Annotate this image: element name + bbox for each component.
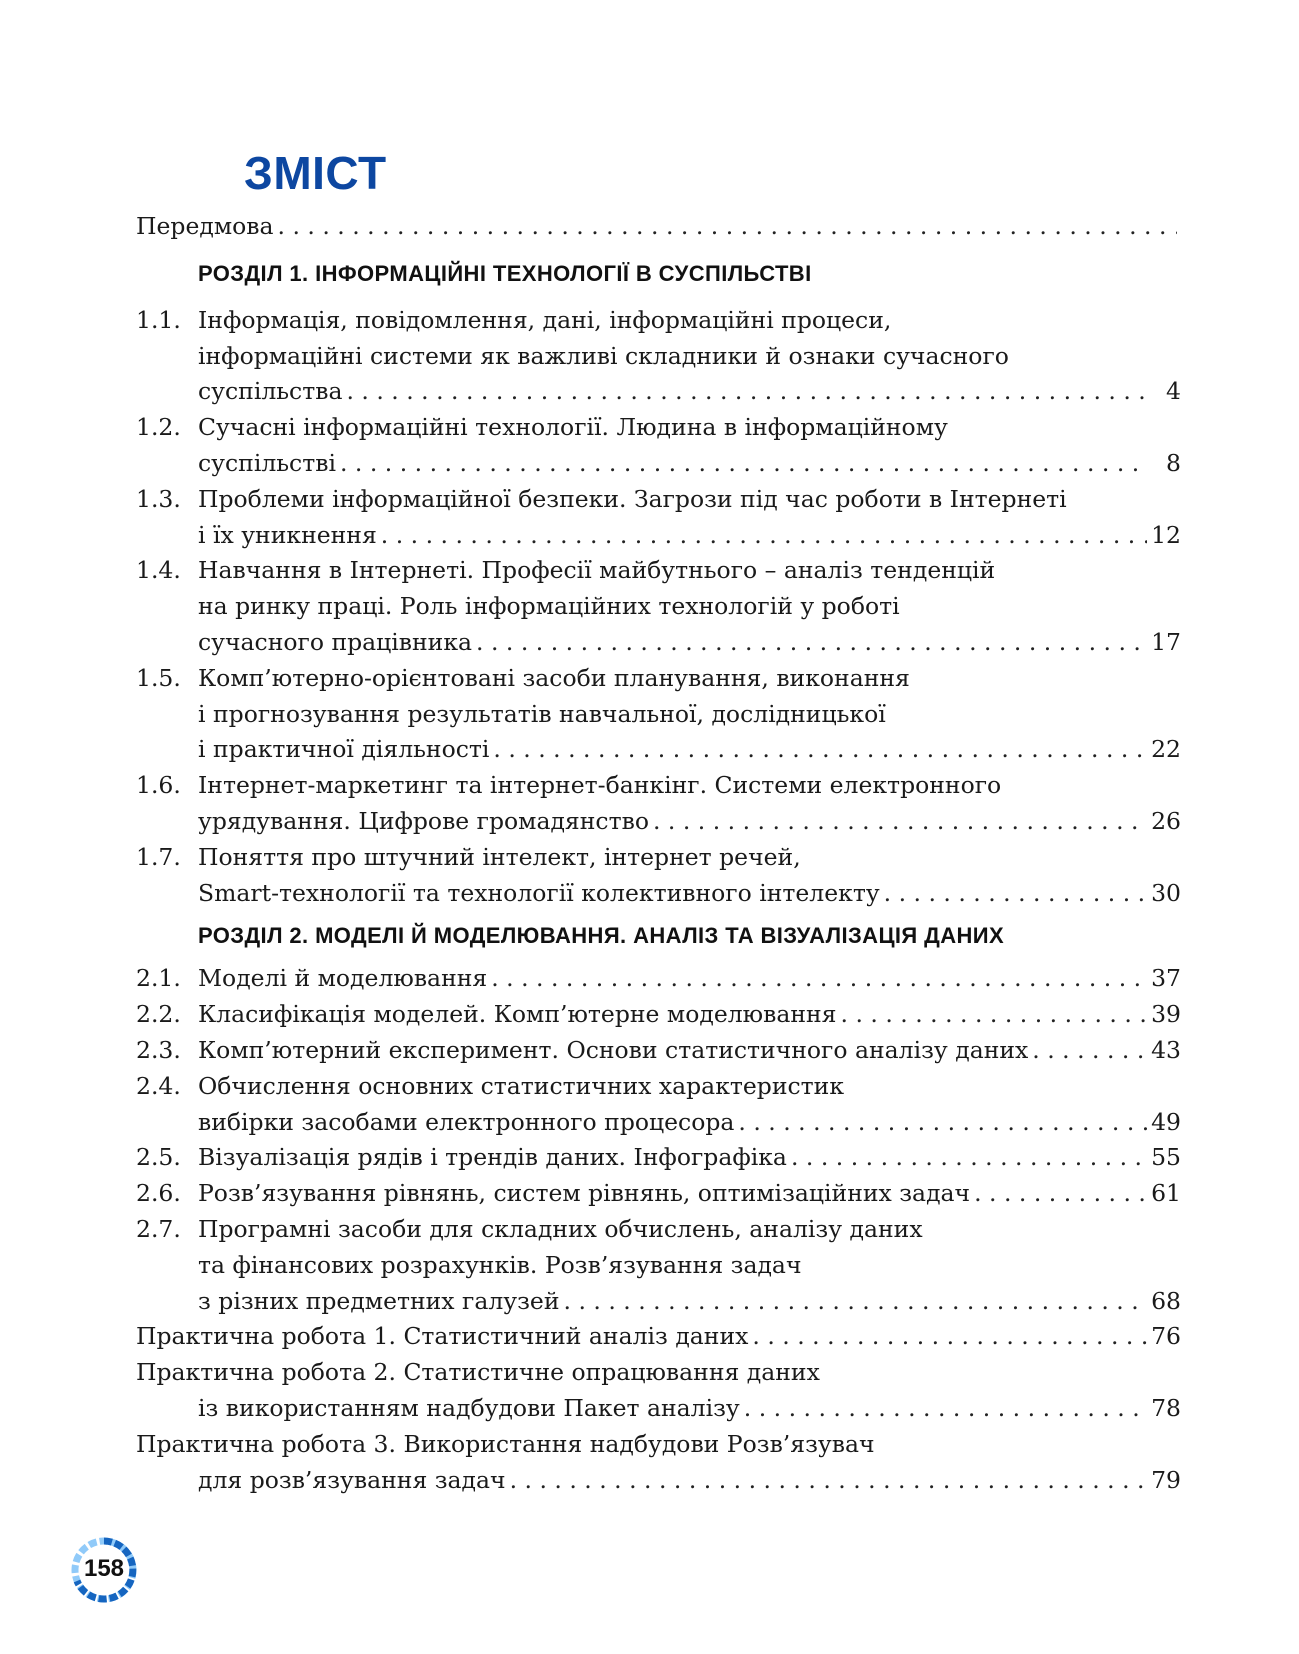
page-ref: 8	[1166, 448, 1181, 477]
toc-entry-1-7[interactable]	[136, 840, 1181, 876]
section-2-heading: РОЗДІЛ 2. МОДЕЛІ Й МОДЕЛЮВАННЯ. АНАЛІЗ ТА ВІЗУАЛІЗАЦІЯ ДАНИХ	[198, 923, 1005, 949]
dot-leader	[340, 446, 1149, 482]
toc-entry-text: Практична робота 1. Статистичний аналіз даних	[136, 1322, 749, 1351]
dot-leader	[564, 1284, 1148, 1320]
toc-entry-1-2-last[interactable]	[136, 446, 1181, 482]
page-ref: 4	[1166, 377, 1181, 406]
toc-entry-text: Моделі й моделювання	[198, 964, 488, 993]
toc-entry-2-1[interactable]	[136, 961, 1181, 997]
toc-entry-1-2[interactable]	[136, 410, 1181, 446]
toc-entry-text: Програмні засоби для складних обчислень, аналізу даних	[198, 1214, 923, 1243]
page-ref: 17	[1151, 627, 1181, 656]
toc-entry-2-2[interactable]	[136, 997, 1181, 1033]
toc-entry-2-5[interactable]	[136, 1140, 1181, 1176]
toc-entry-number: 1.7.	[136, 842, 181, 871]
page-ref: 30	[1151, 878, 1181, 907]
toc-entry-text: з різних предметних галузей	[198, 1286, 560, 1315]
toc-entry-1-6[interactable]	[136, 768, 1181, 804]
page-number: 158	[83, 1555, 125, 1582]
toc-entry-text: Обчислення основних статистичних характеристик	[198, 1071, 845, 1100]
page-ref: 61	[1151, 1179, 1181, 1208]
toc-entry-text: вибірки засобами електронного процесора	[198, 1107, 735, 1136]
toc-entry-2-6[interactable]	[136, 1176, 1181, 1212]
toc-entry-text: урядування. Цифрове громадянство	[198, 806, 649, 835]
toc-entry-text: із використанням надбудови Пакет аналізу	[198, 1393, 740, 1422]
toc-entry-text: Проблеми інформаційної безпеки. Загрози під час роботи в Інтернеті	[198, 484, 1067, 513]
page-ref: 55	[1151, 1143, 1181, 1172]
toc-entry-text: на ринку праці. Роль інформаційних технологій у роботі	[198, 592, 900, 621]
toc-entry-2-7-last[interactable]	[136, 1284, 1181, 1320]
page-title: ЗМІСТ	[244, 147, 387, 199]
dot-leader	[791, 1140, 1147, 1176]
page-ref: 76	[1151, 1322, 1181, 1351]
toc-entry-text: Поняття про штучний інтелект, інтернет речей,	[198, 842, 801, 871]
page-ref: 37	[1151, 964, 1181, 993]
toc-entry-text: Smart-технології та технології колективного інтелекту	[198, 878, 880, 907]
dot-leader	[744, 1391, 1147, 1427]
toc-entry-practical-3[interactable]	[136, 1427, 1181, 1463]
toc-entry-1-7-last[interactable]	[136, 876, 1181, 912]
toc-entry-2-3[interactable]	[136, 1033, 1181, 1069]
toc-entry-text: сучасного працівника	[198, 627, 473, 656]
toc-entry-1-1[interactable]	[136, 303, 1181, 339]
toc-entry-text: Класифікація моделей. Комп’ютерне моделювання	[198, 1000, 837, 1029]
page-ref: 68	[1151, 1286, 1181, 1315]
toc-entry-text: Навчання в Інтернеті. Професії майбутнього – аналіз тенденцій	[198, 556, 996, 585]
toc-entry-number: 2.2.	[136, 1000, 181, 1029]
page-ref: 79	[1151, 1465, 1181, 1494]
toc-entry-number: 1.6.	[136, 771, 181, 800]
toc-entry-text: Комп’ютерно-орієнтовані засоби планування, виконання	[198, 663, 910, 692]
table-of-contents	[136, 209, 1181, 1498]
dot-leader	[491, 961, 1147, 997]
toc-entry-preface[interactable]	[136, 209, 1181, 245]
toc-entry-number: 2.4.	[136, 1071, 181, 1100]
toc-entry-text: Практична робота 2. Статистичне опрацювання даних	[136, 1358, 820, 1387]
dot-leader	[493, 732, 1147, 768]
toc-entry-1-1-last[interactable]	[136, 374, 1181, 410]
toc-entry-text: Візуалізація рядів і трендів даних. Інфографіка	[198, 1143, 787, 1172]
toc-entry-1-4[interactable]	[136, 553, 1181, 589]
toc-entry-number: 1.3.	[136, 484, 181, 513]
toc-entry-text: Сучасні інформаційні технології. Людина в інформаційному	[198, 413, 948, 442]
page-ref: 43	[1151, 1035, 1181, 1064]
toc-entry-text: і їх уникнення	[198, 520, 377, 549]
dot-leader	[841, 997, 1148, 1033]
section-1-heading: РОЗДІЛ 1. ІНФОРМАЦІЙНІ ТЕХНОЛОГІЇ В СУСПІЛЬСТВІ	[198, 260, 812, 286]
toc-entry-text: Інтернет-маркетинг та інтернет-банкінг. Системи електронного	[198, 771, 1002, 800]
toc-entry-text: Інформація, повідомлення, дані, інформаційні процеси,	[198, 305, 892, 334]
page-ref: 22	[1151, 735, 1181, 764]
toc-entry-text: Передмова	[136, 212, 274, 240]
toc-entry-number: 1.4.	[136, 556, 181, 585]
dot-leader	[381, 518, 1147, 554]
toc-entry-1-5[interactable]	[136, 661, 1181, 697]
toc-entry-2-7-cont[interactable]	[136, 1248, 1181, 1284]
toc-entry-text: Практична робота 3. Використання надбудови Розв’язувач	[136, 1429, 875, 1458]
toc-entry-text: та фінансових розрахунків. Розв’язування задач	[198, 1250, 802, 1279]
dot-leader	[476, 625, 1147, 661]
toc-entry-practical-2[interactable]	[136, 1355, 1181, 1391]
toc-entry-practical-3-last[interactable]	[136, 1463, 1181, 1499]
toc-entry-practical-2-last[interactable]	[136, 1391, 1181, 1427]
toc-entry-number: 2.7.	[136, 1214, 181, 1243]
toc-entry-text: для розв’язування задач	[198, 1465, 506, 1494]
toc-entry-text: Комп’ютерний експеримент. Основи статистичного аналізу даних	[198, 1035, 1029, 1064]
toc-entry-text: суспільства	[198, 377, 343, 406]
toc-entry-number: 1.1.	[136, 305, 181, 334]
toc-entry-number: 2.1.	[136, 964, 181, 993]
toc-entry-number: 2.6.	[136, 1179, 181, 1208]
dot-leader	[278, 209, 1178, 245]
toc-entry-1-3-last[interactable]	[136, 518, 1181, 554]
page-ref: 78	[1151, 1393, 1181, 1422]
toc-entry-1-3[interactable]	[136, 482, 1181, 518]
dot-leader	[510, 1463, 1148, 1499]
toc-entry-text: і прогнозування результатів навчальної, дослідницької	[198, 699, 886, 728]
toc-entry-text: суспільстві	[198, 448, 336, 477]
dot-leader	[974, 1176, 1147, 1212]
toc-entry-number: 1.2.	[136, 413, 181, 442]
toc-entry-1-5-cont[interactable]	[136, 697, 1181, 733]
toc-entry-number: 2.5.	[136, 1143, 181, 1172]
toc-entry-1-6-last[interactable]	[136, 804, 1181, 840]
toc-entry-1-4-last[interactable]	[136, 625, 1181, 661]
toc-entry-practical-1[interactable]	[136, 1319, 1181, 1355]
dot-leader	[738, 1105, 1147, 1141]
toc-entry-1-1-cont[interactable]	[136, 339, 1181, 375]
toc-entry-2-4[interactable]	[136, 1069, 1181, 1105]
dot-leader	[752, 1319, 1147, 1355]
dot-leader	[1032, 1033, 1147, 1069]
toc-entry-1-4-cont[interactable]	[136, 589, 1181, 625]
toc-entry-text: і практичної діяльності	[198, 735, 490, 764]
page-ref: 39	[1151, 1000, 1181, 1029]
toc-entry-text: інформаційні системи як важливі складники й ознаки сучасного	[198, 341, 1009, 370]
dot-leader	[653, 804, 1147, 840]
page-ref: 49	[1151, 1107, 1181, 1136]
dot-leader	[884, 876, 1147, 912]
toc-entry-number: 1.5.	[136, 663, 181, 692]
toc-entry-1-5-last[interactable]	[136, 732, 1181, 768]
toc-entry-text: Розв’язування рівнянь, систем рівнянь, оптимізаційних задач	[198, 1179, 971, 1208]
toc-entry-number: 2.3.	[136, 1035, 181, 1064]
page-ref: 12	[1151, 520, 1181, 549]
toc-entry-2-7[interactable]	[136, 1212, 1181, 1248]
page-ref: 26	[1151, 806, 1181, 835]
dot-leader	[346, 374, 1149, 410]
toc-entry-2-4-last[interactable]	[136, 1105, 1181, 1141]
